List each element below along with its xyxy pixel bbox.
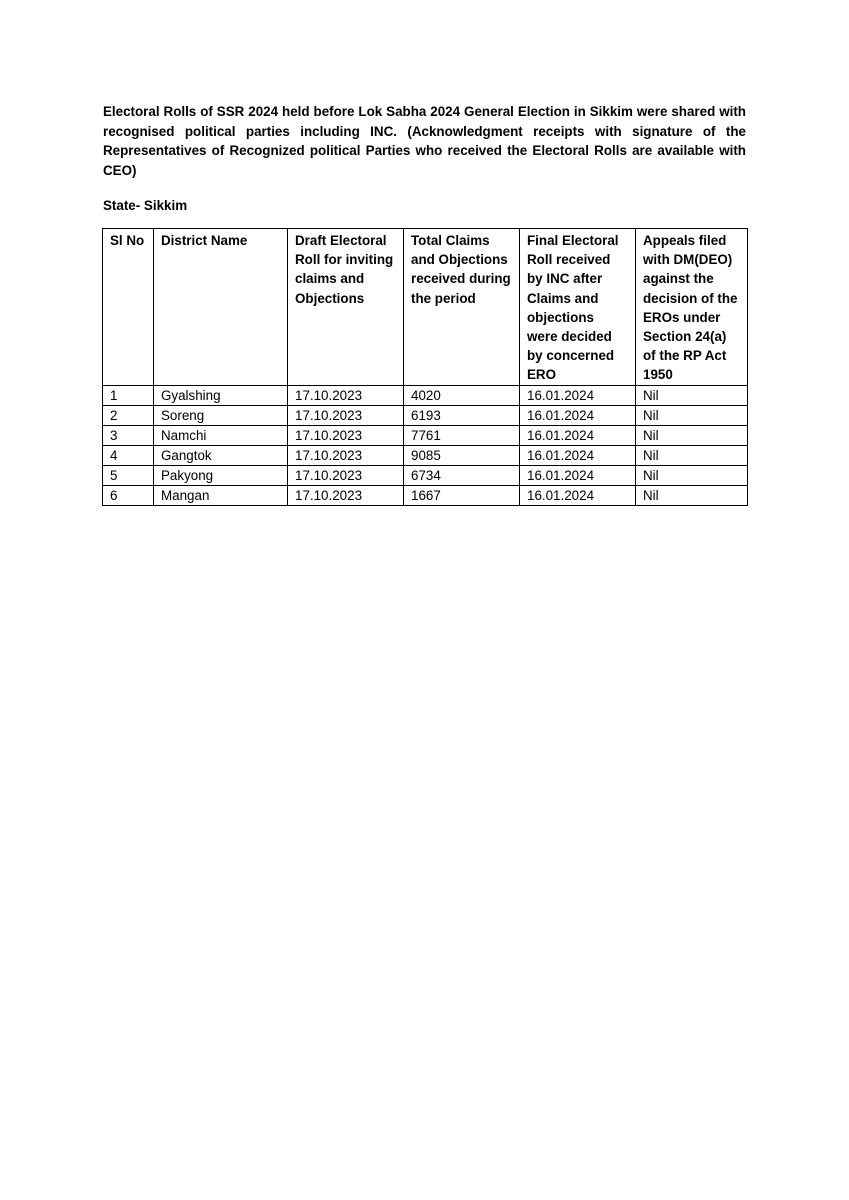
cell-appeals: Nil bbox=[636, 465, 748, 485]
header-appeals: Appeals filed with DM(DEO) against the decision of the EROs under Section 24(a) of the RP Act 1950 bbox=[636, 229, 748, 386]
cell-sl-no: 3 bbox=[103, 425, 154, 445]
cell-sl-no: 2 bbox=[103, 405, 154, 425]
table-header-row bbox=[103, 229, 748, 386]
cell-sl-no: 5 bbox=[103, 465, 154, 485]
cell-final-date: 16.01.2024 bbox=[520, 385, 636, 405]
table-row bbox=[103, 385, 748, 405]
header-total-claims: Total Claims and Objections received during the period bbox=[404, 229, 520, 386]
cell-claims: 7761 bbox=[404, 425, 520, 445]
cell-draft-date: 17.10.2023 bbox=[288, 425, 404, 445]
cell-district: Mangan bbox=[154, 485, 288, 505]
cell-claims: 4020 bbox=[404, 385, 520, 405]
intro-paragraph: Electoral Rolls of SSR 2024 held before Lok Sabha 2024 General Election in Sikkim were shared with recognised political parties including INC. (Acknowledgment receipts with signature of the Representatives of Recognized political Parties who received the Electoral Rolls are available with CEO) bbox=[103, 104, 746, 178]
cell-appeals: Nil bbox=[636, 425, 748, 445]
cell-draft-date: 17.10.2023 bbox=[288, 465, 404, 485]
table-row bbox=[103, 445, 748, 465]
header-sl-no: Sl No bbox=[103, 229, 154, 386]
cell-sl-no: 6 bbox=[103, 485, 154, 505]
cell-draft-date: 17.10.2023 bbox=[288, 385, 404, 405]
cell-draft-date: 17.10.2023 bbox=[288, 485, 404, 505]
header-final-roll: Final Electoral Roll received by INC after Claims and objections were decided by concerned ERO bbox=[520, 229, 636, 386]
cell-district: Namchi bbox=[154, 425, 288, 445]
header-district-name: District Name bbox=[154, 229, 288, 386]
cell-appeals: Nil bbox=[636, 405, 748, 425]
cell-claims: 1667 bbox=[404, 485, 520, 505]
table-row bbox=[103, 425, 748, 445]
cell-district: Gangtok bbox=[154, 445, 288, 465]
electoral-rolls-table bbox=[102, 228, 748, 506]
cell-draft-date: 17.10.2023 bbox=[288, 445, 404, 465]
cell-final-date: 16.01.2024 bbox=[520, 465, 636, 485]
cell-district: Pakyong bbox=[154, 465, 288, 485]
table-row bbox=[103, 465, 748, 485]
cell-appeals: Nil bbox=[636, 445, 748, 465]
cell-final-date: 16.01.2024 bbox=[520, 485, 636, 505]
cell-claims: 6734 bbox=[404, 465, 520, 485]
cell-district: Soreng bbox=[154, 405, 288, 425]
cell-sl-no: 4 bbox=[103, 445, 154, 465]
state-label: State- Sikkim bbox=[103, 198, 188, 213]
cell-sl-no: 1 bbox=[103, 385, 154, 405]
cell-claims: 6193 bbox=[404, 405, 520, 425]
cell-appeals: Nil bbox=[636, 485, 748, 505]
cell-appeals: Nil bbox=[636, 385, 748, 405]
cell-final-date: 16.01.2024 bbox=[520, 445, 636, 465]
cell-final-date: 16.01.2024 bbox=[520, 425, 636, 445]
cell-draft-date: 17.10.2023 bbox=[288, 405, 404, 425]
header-draft-roll: Draft Electoral Roll for inviting claims and Objections bbox=[288, 229, 404, 386]
table-row bbox=[103, 485, 748, 505]
cell-final-date: 16.01.2024 bbox=[520, 405, 636, 425]
cell-district: Gyalshing bbox=[154, 385, 288, 405]
cell-claims: 9085 bbox=[404, 445, 520, 465]
table-row bbox=[103, 405, 748, 425]
